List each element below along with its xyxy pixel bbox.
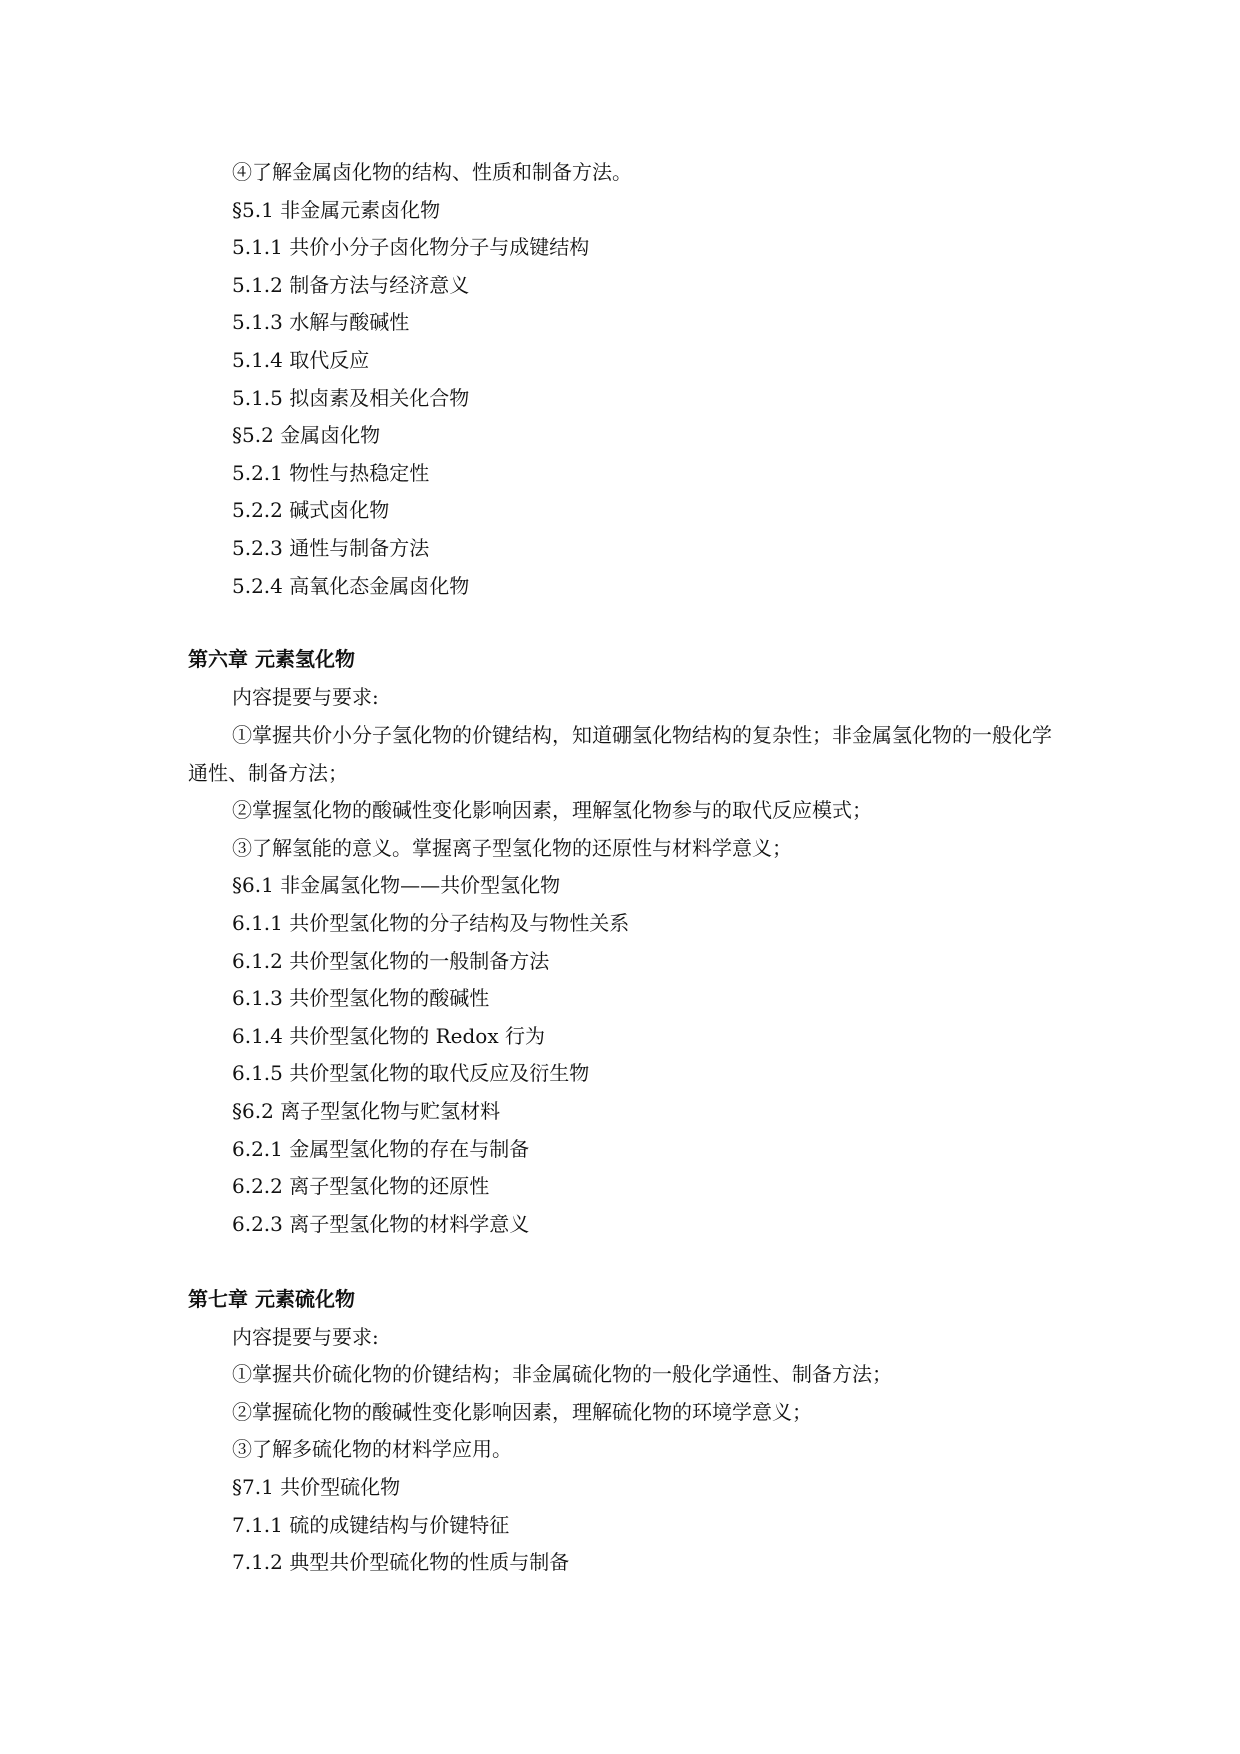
ch6-intro: 内容提要与要求: <box>232 684 379 709</box>
ch5-section-5-2: §5.2 金属卤化物 <box>232 423 381 448</box>
ch6-section-6-2: §6.2 离子型氢化物与贮氢材料 <box>232 1098 501 1123</box>
ch6-item-6-1-4: 6.1.4 共价型氢化物的 Redox 行为 <box>232 1023 545 1048</box>
chapter7-title: 第七章 元素硫化物 <box>188 1287 355 1311</box>
ch6-item-6-2-3: 6.2.3 离子型氢化物的材料学意义 <box>232 1211 530 1236</box>
ch6-item-6-2-2: 6.2.2 离子型氢化物的还原性 <box>232 1174 490 1199</box>
ch5-item-5-1-1: 5.1.1 共价小分子卤化物分子与成键结构 <box>232 235 590 260</box>
ch5-item-5-1-2: 5.1.2 制备方法与经济意义 <box>232 272 470 297</box>
ch7-requirement-1: ①掌握共价硫化物的价键结构；非金属硫化物的一般化学通性、制备方法； <box>232 1362 892 1387</box>
ch7-section-7-1: §7.1 共价型硫化物 <box>232 1474 401 1499</box>
ch6-item-6-1-2: 6.1.2 共价型氢化物的一般制备方法 <box>232 948 550 973</box>
ch7-requirement-3: ③了解多硫化物的材料学应用。 <box>232 1437 512 1462</box>
ch5-item-5-1-5: 5.1.5 拟卤素及相关化合物 <box>232 385 470 410</box>
chapter6-title: 第六章 元素氢化物 <box>188 647 355 671</box>
ch5-item-5-1-3: 5.1.3 水解与酸碱性 <box>232 310 410 335</box>
ch6-item-6-1-1: 6.1.1 共价型氢化物的分子结构及与物性关系 <box>232 910 630 935</box>
ch6-requirement-2: ②掌握氢化物的酸碱性变化影响因素，理解氢化物参与的取代反应模式； <box>232 798 872 823</box>
ch6-item-6-1-5: 6.1.5 共价型氢化物的取代反应及衍生物 <box>232 1061 590 1086</box>
chapter6-section <box>188 641 1068 1243</box>
ch5-item-5-2-2: 5.2.2 碱式卤化物 <box>232 498 390 523</box>
ch7-item-7-1-1: 7.1.1 硫的成键结构与价键特征 <box>232 1512 510 1537</box>
chapter7-section <box>188 1281 1068 1582</box>
ch6-requirement-1: ①掌握共价小分子氢化物的价键结构，知道硼氢化物结构的复杂性；非金属氢化物的一般化学通性、制备方法； <box>188 723 1052 786</box>
chapter5-section <box>188 154 1068 605</box>
ch5-item-5-2-1: 5.2.1 物性与热稳定性 <box>232 460 430 485</box>
ch5-requirement-4: ④了解金属卤化物的结构、性质和制备方法。 <box>232 160 632 184</box>
ch6-section-6-1: §6.1 非金属氢化物——共价型氢化物 <box>232 873 561 898</box>
ch5-item-5-2-4: 5.2.4 高氧化态金属卤化物 <box>232 573 470 598</box>
ch7-item-7-1-2: 7.1.2 典型共价型硫化物的性质与制备 <box>232 1550 570 1575</box>
ch6-requirement-3: ③了解氢能的意义。掌握离子型氢化物的还原性与材料学意义； <box>232 835 792 860</box>
ch7-intro: 内容提要与要求: <box>232 1324 379 1349</box>
ch6-item-6-1-3: 6.1.3 共价型氢化物的酸碱性 <box>232 986 490 1011</box>
ch5-item-5-1-4: 5.1.4 取代反应 <box>232 347 370 372</box>
ch6-item-6-2-1: 6.2.1 金属型氢化物的存在与制备 <box>232 1136 530 1161</box>
ch5-item-5-2-3: 5.2.3 通性与制备方法 <box>232 535 430 560</box>
ch5-section-5-1: §5.1 非金属元素卤化物 <box>232 197 441 222</box>
ch7-requirement-2: ②掌握硫化物的酸碱性变化影响因素，理解硫化物的环境学意义； <box>232 1399 812 1424</box>
